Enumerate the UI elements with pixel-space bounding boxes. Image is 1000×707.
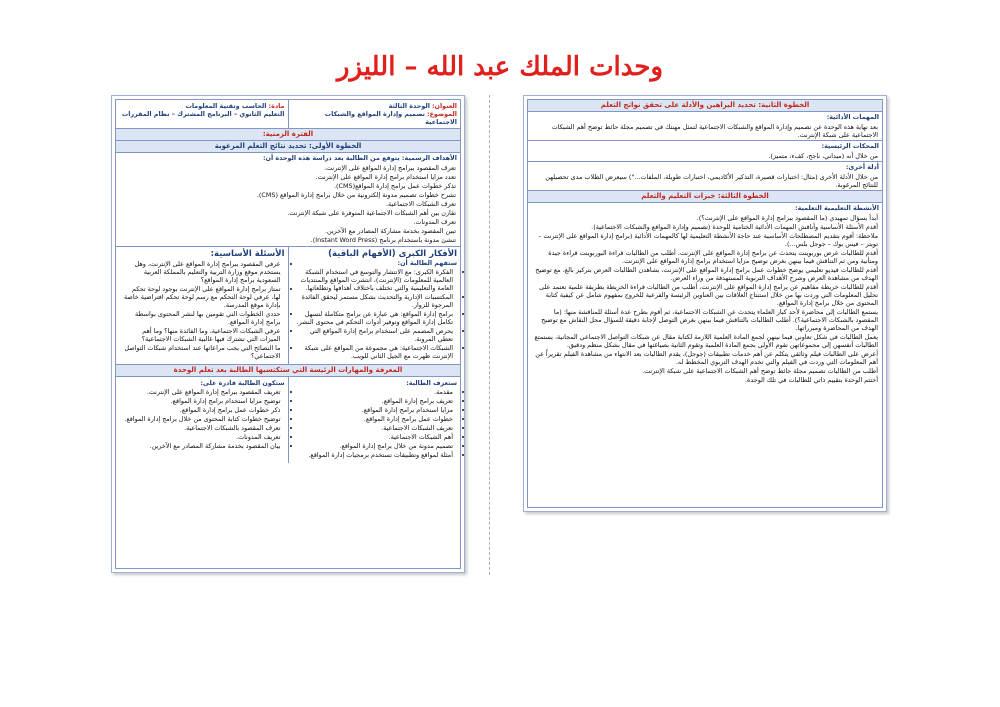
list-item: • الشبكات الاجتماعية: هي مجموعة من المواقع على شبكة الإنترنت ظهرت مع الجيل الثاني للويب.	[296, 344, 454, 360]
essential-questions-list	[119, 259, 285, 362]
able-heading: ستكون الطالبة قادرة على:	[200, 378, 285, 387]
list-item: • تعريف المقصود ببرامج إدارة المواقع على الإنترنت.	[123, 388, 281, 396]
list-item: • أقدم للطالبات خريطة مفاهيم عن برامج إدارة المواقع على الإنترنت، أطلب من الطالبات قراءة الخريطة بطريقة علمية تعتمد على تحليل المعلومات التي وردت بها من خلال استنتاج العلاقات بين العناوين الرئيسة والفرعية للخروج بمفهوم شامل عن كيفية كتابة المحتوى من خلال برامج إدارة المواقع.	[532, 283, 878, 307]
subject-value: الحاسب وتقنية المعلومات	[185, 102, 267, 110]
page-stage-one	[111, 95, 465, 573]
address-label: العنوان:	[431, 102, 457, 110]
list-item: • برامج إدارة المواقع: هي عبارة عن برامج متكاملة لتسهل تكامل إدارة المواقع وتوفير أدوات التحكم في محتوى النشر.	[296, 310, 454, 326]
subject-label: مادة:	[268, 102, 285, 110]
period-label: الفترة الزمنية:	[116, 129, 460, 141]
list-item: • تعرف المدونات.	[120, 218, 456, 226]
evidence-section	[528, 162, 882, 191]
tasks-text: بعد نهاية هذه الوحدة عن تصميم وإدارة المواقع والشبكات الاجتماعية لتمثل مهنتك في تصميم مجلة حائط توضح أهم الشبكات الاجتماعية على شبكة الإنترنت.	[551, 122, 878, 139]
big-ideas-cell	[289, 247, 461, 365]
list-item: • تعرف الشبكات الاجتماعية.	[120, 200, 456, 208]
list-item: • ذكر خطوات عمل برامج إدارة المواقع.	[123, 406, 281, 414]
topic-label: الموضوع:	[427, 110, 457, 118]
ideas-questions-row	[116, 247, 460, 366]
list-item: • بيان المقصود بخدمة مشاركة المصادر مع الآخرين.	[123, 442, 281, 450]
essential-questions-heading: الأسئلة الأساسية:	[210, 248, 285, 259]
goals-section	[116, 153, 460, 247]
page-frame	[115, 99, 461, 569]
able-cell	[116, 377, 289, 463]
address-cell	[289, 100, 461, 128]
stage-three-heading: الخطوة الثالثة: خبرات التعليم والتعلم	[528, 191, 882, 203]
knowledge-row	[116, 377, 460, 463]
subject-cell	[116, 100, 289, 128]
goals-heading: الأهداف الرسمية: يتوقع من الطالبة بعد دراسة هذه الوحدة أن:	[262, 153, 457, 162]
list-item: • أهم الشبكات الاجتماعية.	[296, 433, 454, 441]
list-item: • تعريف الشبكات الاجتماعية.	[296, 424, 454, 432]
understand-label: ستفهم الطالبة أن:	[397, 259, 457, 268]
list-item: • أطلب من الطالبات تصميم مجلة حائط توضح أهم الشبكات الاجتماعية على شبكة الإنترنت.	[532, 367, 878, 375]
list-item: • تعريف المدونات.	[123, 433, 281, 441]
list-item: • مزايا استخدام برامج إدارة المواقع.	[296, 406, 454, 414]
page-frame	[527, 99, 883, 508]
list-item: • تمتاز برامج إدارة المواقع على الإنترنت بوجود لوحة تحكم لها، عرفي لوحة التحكم مع رسم لوحة تحكم افتراضية خاصة بإدارة موقع المدرسة.	[123, 285, 281, 309]
list-item: • تبين المقصود بخدمة مشاركة المصادر مع الآخرين.	[120, 227, 456, 235]
list-item: • تقارن بين أهم الشبكات الاجتماعية المتوفرة على شبكة الإنترنت.	[120, 209, 456, 217]
list-item: • ملاحظة: أقوم بتقديم المصطلحات الأساسية عند حاجة الأنشطة التعليمية لها كالمهمات الأدائية (برامج إدارة المواقع على الإنترنت – تويتر – فيس بوك – جوجل بلس...).	[532, 232, 878, 248]
list-item: • تعدد مزايا استخدام برامج إدارة المواقع على الإنترنت.	[120, 173, 456, 181]
list-item: • يحرص المصمم على استخدام برامج إدارة المواقع التي تعطي المرونة.	[296, 327, 454, 343]
page-stage-two-three	[523, 95, 887, 512]
tasks-heading: المهمات الأدائية:	[826, 112, 879, 121]
criteria-text: من خلال أنه (ميداني، ناجح، كفء، متميز).	[768, 151, 878, 160]
goals-list	[116, 163, 460, 246]
big-ideas-heading: الأفكار الكبرى (الأفهام الباقية)	[328, 248, 457, 259]
list-item: • توضيح خطوات كتابة المحتوى من خلال برامج إدارة المواقع.	[123, 415, 281, 423]
stage-one-heading: الخطوة الأولى: تحديد نتائج التعلم المرغوبة	[116, 141, 460, 153]
list-item: • أقدم للطالبات فيديو تعليمي يوضح خطوات عمل برامج إدارة المواقع على الإنترنت، بشاهدن الطالبات العرض بتركيز بالغ، مع توضيح الهدف من مشاهدة العرض وشرح الأهداف التربوية المستهدفة من وراء العرض.	[532, 266, 878, 282]
evidence-heading: أدلة أخرى:	[845, 162, 879, 171]
know-list	[292, 387, 458, 461]
big-ideas-list	[292, 267, 458, 362]
criteria-heading: المحكات الرئيسية:	[821, 141, 879, 150]
list-item: • تنشئ مدونة باستخدام برنامج (Instant Word Press).	[120, 236, 456, 244]
list-item: • عرفي الشبكات الاجتماعية، وما الفائدة منها؟ وما أهم الميزات التي تشترك فيها غالبية الشبكات الاجتماعية؟	[123, 327, 281, 343]
list-item: • الفكرة الكبرى: مع الانتشار والتوسع في استخدام الشبكة العالمية للمعلومات (الإنترنت)، انتشرت المواقع والمنتديات العامة والتعليمية والتي تختلف باختلاف أهدافها وتطلعاتها.	[296, 268, 454, 292]
stage-two-heading: الخطوة الثانية: تحديد البراهين والأدلة على تحقق نواتج التعلم	[528, 100, 882, 112]
list-item: • عرفي المقصود ببرامج إدارة المواقع على الإنترنت، وهل يستخدم موقع وزارة التربية والتعليم بالمملكة العربية السعودية برامج إدارة المواقع؟	[123, 260, 281, 284]
list-item: • أقدم الأسئلة الأساسية وأناقش المهمات الأدائية الختامية للوحدة (تصميم وإدارة المواقع والشبكات الاجتماعية).	[532, 223, 878, 231]
able-list	[119, 387, 285, 452]
list-item: • تعرف المقصود ببرامج إدارة المواقع على الإنترنت.	[120, 164, 456, 172]
header-row	[116, 100, 460, 129]
list-item: • أبدأ بسؤال تمهيدي (ما المقصود ببرامج إدارة المواقع على الإنترنت؟).	[532, 214, 878, 222]
activities-heading: الأنشطة التعليمية التعلمية:	[795, 203, 879, 212]
list-item: • تعريف برامج إدارة المواقع.	[296, 397, 454, 405]
list-item: • خطوات عمل برامج إدارة المواقع.	[296, 415, 454, 423]
list-item: • ما النصائح التي يجب مراعاتها عند استخدام شبكات التواصل الاجتماعي؟	[123, 344, 281, 360]
tasks-section	[528, 112, 882, 141]
list-item: • توضيح مزايا استخدام برامج إدارة المواقع.	[123, 397, 281, 405]
list-item: • تعرف المقصود بالشبكات الاجتماعية.	[123, 424, 281, 432]
criteria-section	[528, 141, 882, 162]
list-item: • المكتسبات الإدارية والتحديث بشكل مستمر ليحقق الفائدة المرجوة للزوار.	[296, 293, 454, 309]
list-item: • تشرح خطوات تصميم مدونة إلكترونية من خلال برامج إدارة المواقع (CMS).	[120, 191, 456, 199]
list-item: • يعمل الطالبات في شكل تعاوني فيما بينهن لجمع المادة العلمية اللازمة لكتابة مقال عن شبكات التواصل الاجتماعي المجانية، يستمتع الطالبات أنفسهن إلى مجموعاتهن تقوم الأولى بجمع المادة العلمية وتقوم الثانية بصياغتها في مقال بشكل منظم ودقيق.	[532, 333, 878, 349]
address-value: الوحدة الثالثة	[388, 102, 430, 110]
list-item: • أمثلة لمواقع وتطبيقات تستخدم برمجيات إدارة المواقع.	[296, 451, 454, 459]
list-item: • أقدم للطالبات عرض بوربوينت يتحدث عن برامج إدارة المواقع على الإنترنت. أطلب من الطالبات قراءة البوربوينت قراءة جيدة ومتأنية ومن ثم التناقش فيما بينهن بغرض توضيح مزايا استخدام برامج إدارة المواقع على الإنترنت.	[532, 249, 878, 265]
track-value: التعليم الثانوي – البرنامج المشترك – نظام المقررات	[121, 110, 285, 118]
evidence-text: من خلال الأدلة الأخرى (مثال: اختبارات قصيرة، التذكير الأكاديمي، اختبارات طويلة، الملفات...") سيعرض الطلاب مدى تحصيلهن للنتائج المرغوبة.	[545, 172, 878, 189]
topic-value: تصميم وإدارة المواقع والشبكات الاجتماعية	[324, 110, 457, 126]
know-heading: ستعرف الطالبة:	[406, 378, 457, 387]
knowledge-heading: المعرفة والمهارات الرئيسة التي ستكتسبها الطالبة بعد تعلم الوحدة	[116, 365, 460, 377]
activities-section	[528, 203, 882, 386]
activities-list	[528, 213, 882, 386]
essential-questions-cell	[116, 247, 289, 365]
list-item: • مقدمة.	[296, 388, 454, 396]
document-title: وحدات الملك عبد الله – الليزر	[336, 52, 664, 82]
list-item: • أختتم الوحدة بتقييم ذاتي للطالبات في تلك الوحدة.	[532, 376, 878, 384]
list-item: • تصميم مدونة من خلال برامج إدارة المواقع.	[296, 442, 454, 450]
page-divider	[489, 95, 491, 575]
list-item: • أعرض على الطالبات فيلم وثائقي يتكلم عن أهم خدمات تطبيقات (جوجل)، يقدم الطالبات بعد الانتهاء من مشاهدة الفيلم تقريراً عن أهم المعلومات التي وردت في الفيلم والتي تخدم الهدف التربوي المخطط له.	[532, 350, 878, 366]
list-item: • يستمع الطالبات إلى محاضرة لأحد كبار العلماء يتحدث عن الشبكات الاجتماعية، ثم أقوم بطرح عدة أسئلة للمناقشة منها: (ما المقصود بالشبكات الاجتماعية؟). أطلب الطالبات بالتناقش فيما بينهن بغرض التوصل لإجابة دقيقة للسؤال محل النقاش مع توضيح الهدف من المحاضرة ومبرراتها.	[532, 308, 878, 332]
list-item: • حددي الخطوات التي تقومين بها لنشر المحتوى بواسطة برامج إدارة المواقع.	[123, 310, 281, 326]
list-item: • تذكر خطوات عمل برامج إدارة المواقع(CMS).	[120, 182, 456, 190]
know-cell	[289, 377, 461, 463]
